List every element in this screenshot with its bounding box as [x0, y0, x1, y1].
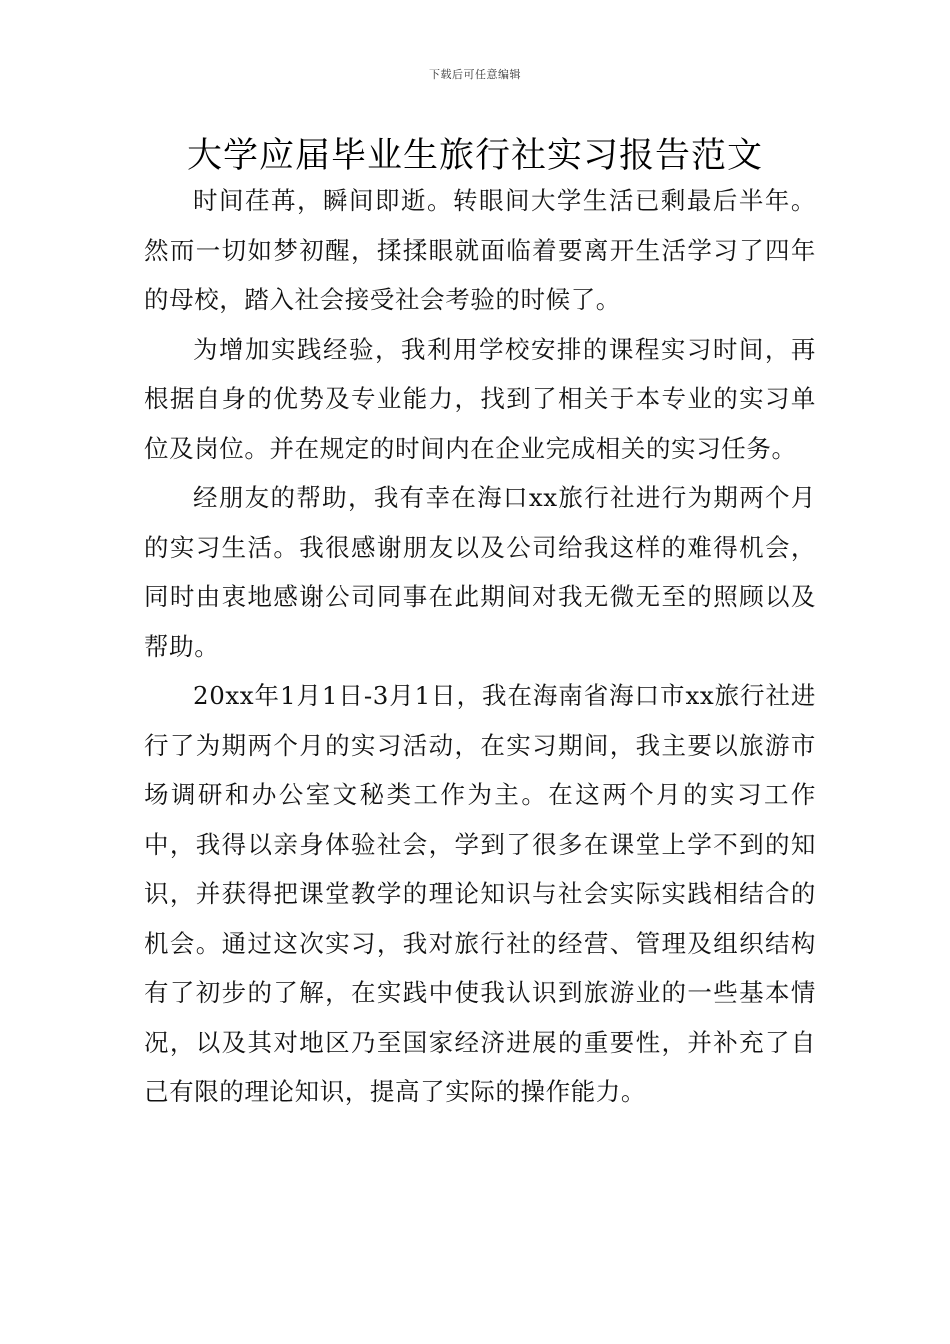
paragraph-3: 经朋友的帮助，我有幸在海口xx旅行社进行为期两个月的实习生活。我很感谢朋友以及公司给我这样的难得机会，同时由衷地感谢公司同事在此期间对我无微无至的照顾以及帮助。 [144, 483, 816, 661]
document-title: 大学应届毕业生旅行社实习报告范文 [186, 136, 763, 176]
paragraph-4: 20xx年1月1日-3月1日，我在海南省海口市xx旅行社进行了为期两个月的实习活动，在实习期间，我主要以旅游市场调研和办公室文秘类工作为主。在这两个月的实习工作中，我得以亲身体验社会，学到了很多在课堂上学不到的知识，并获得把课堂教学的理论知识与社会实际实践相结合的机会。通过这次实习，我对旅行社的经营、管理及组织结构有了初步的了解，在实践中使我认识到旅游业的一些基本情况，以及其对地区乃至国家经济进展的重要性，并补充了自己有限的理论知识，提高了实际的操作能力。 [144, 681, 816, 1106]
paragraph-2: 为增加实践经验，我利用学校安排的课程实习时间，再根据自身的优势及专业能力，找到了相关于本专业的实习单位及岗位。并在规定的时间内在企业完成相关的实习任务。 [144, 334, 816, 463]
header-note: 下载后可任意编辑 [429, 68, 521, 81]
paragraph-1: 时间荏苒，瞬间即逝。转眼间大学生活已剩最后半年。然而一切如梦初醒，揉揉眼就面临着要离开生活学习了四年的母校，踏入社会接受社会考验的时候了。 [144, 186, 816, 314]
document-body [144, 176, 816, 1117]
